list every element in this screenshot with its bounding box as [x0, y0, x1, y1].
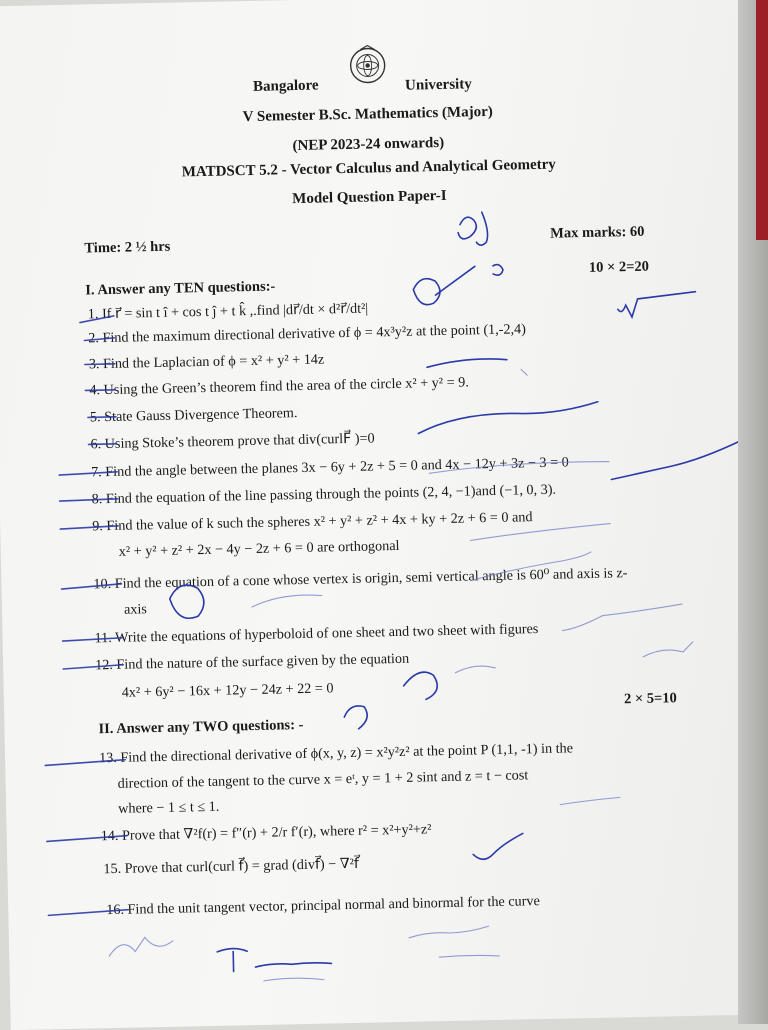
question-11: 11. Write the equations of hyperboloid of one sheet and two sheet with figures: [94, 621, 539, 647]
question-14: 14. Prove that ∇²f(r) = f″(r) + 2/r f′(r), where r² = x²+y²+z²: [100, 821, 432, 845]
q12-sphere-note: [403, 672, 437, 700]
question-4: 4. Using the Green’s theorem find the area of the circle x² + y² = 9.: [89, 374, 469, 399]
question-9: 9. Find the value of k such the spheres x² + y² + z² + 4x + ky + 2z + 6 = 0 and: [92, 509, 533, 535]
q2-sqrt: [617, 292, 695, 318]
background-red-fabric: [756, 0, 768, 240]
q8-arrow: [611, 441, 742, 480]
normal-note: [409, 926, 489, 938]
top-note-stroke: [458, 217, 477, 239]
max-marks-label: Max marks: 60: [550, 223, 645, 242]
question-5: 5. State Gauss Divergence Theorem.: [89, 405, 298, 426]
university-emblem-icon: [346, 44, 389, 87]
scheme-label: (NEP 2023-24 onwards): [292, 134, 445, 155]
q1-arrow: [435, 266, 476, 295]
section-2-marks: 2 × 5=10: [623, 690, 677, 708]
tangent-note-T: [217, 948, 247, 972]
question-1: 1. If r⃗ = sin t î + cos t ĵ + t k̂ ,.find |dr⃗/dt × d²r⃗/dt²|: [87, 300, 369, 323]
section-2-title: II. Answer any TWO questions: -: [98, 716, 304, 738]
question-13-continued: direction of the tangent to the curve x = eᵗ, y = 1 + 2 sint and z = t − cost: [117, 767, 529, 792]
q15-check-mark: [473, 833, 524, 859]
tangent-note-fraction: [255, 962, 331, 967]
question-12: 12. Find the nature of the surface given by the equation: [94, 650, 410, 674]
question-6: 6. Using Stoke’s theorem prove that div(curlF⃗ )=0: [90, 430, 375, 453]
bottom-note-left: [109, 937, 173, 956]
q6-scribble: [418, 402, 599, 434]
question-15: 15. Prove that curl(curl f⃗) = grad (divf⃗) − ∇²f⃗: [103, 855, 360, 878]
question-7: 7. Find the angle between the planes 3x − 6y + 2z + 5 = 0 and 4x − 12y + 3z − 3 = 0: [90, 454, 569, 481]
time-label: Time: 2 ½ hrs: [84, 238, 171, 257]
question-13-range: where − 1 ≤ t ≤ 1.: [118, 798, 220, 817]
university-name-left: Bangalore: [252, 77, 319, 95]
question-10: 10. Find the equation of a cone whose vertex is origin, semi vertical angle is 60⁰ and axis is z-: [93, 565, 628, 593]
delta-mark: [493, 264, 503, 275]
q1-circle: [413, 278, 440, 305]
section-1-marks: 10 × 2=20: [588, 258, 650, 276]
question-12-equation: 4x² + 6y² − 16x + 12y − 24z + 22 = 0: [121, 680, 334, 701]
section-1-title: I. Answer any TEN questions:-: [85, 278, 276, 299]
university-name-right: University: [404, 76, 472, 94]
question-13: 13. Find the directional derivative of ϕ(x, y, z) = x²y²z² at the point P (1,1, -1) in the: [98, 740, 574, 767]
question-9-continued: x² + y² + z² + 2x − 4y − 2z + 6 = 0 are orthogonal: [118, 537, 400, 560]
question-3: 3. Find the Laplacian of ϕ = x² + y² + 14z: [88, 351, 325, 373]
q3-underline: [427, 359, 507, 368]
paper-title: Model Question Paper-I: [292, 187, 447, 208]
question-16: 16. Find the unit tangent vector, principal normal and binormal for the curve: [106, 893, 540, 919]
question-10-continued: axis: [123, 601, 148, 618]
question-8: 8. Find the equation of the line passing through the points (2, 4, −1)and (−1, 0, 3).: [91, 481, 557, 508]
course-title: MATDSCT 5.2 - Vector Calculus and Analytical Geometry: [181, 156, 557, 181]
q12-center-note: [344, 706, 367, 729]
program-title: V Semester B.Sc. Mathematics (Major): [242, 103, 493, 126]
top-note-phi: [476, 212, 488, 245]
question-2: 2. Find the maximum directional derivative of ϕ = 4x³y²z at the point (1,-2,4): [88, 321, 527, 347]
